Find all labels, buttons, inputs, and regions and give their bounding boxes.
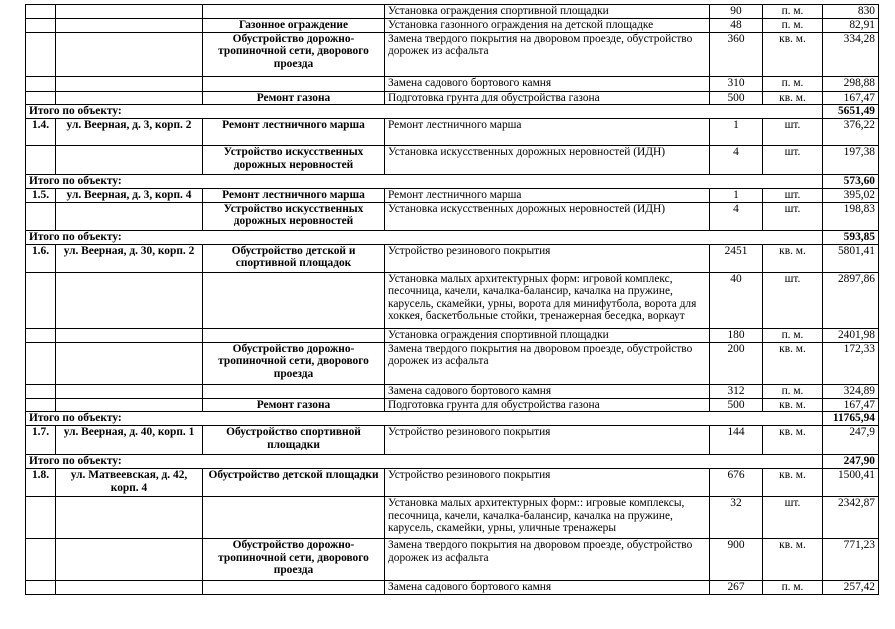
cost-cell: 334,28 (823, 32, 879, 76)
object-total-value: 11765,94 (823, 412, 879, 426)
cost-cell: 395,02 (823, 189, 879, 203)
work-type-cell: Обустройство детской и спортивной площадок (203, 244, 385, 272)
quantity-cell: 310 (710, 76, 763, 91)
unit-cell: п. м. (763, 76, 823, 91)
work-description-cell: Замена твердого покрытия на дворовом проезде, обустройство дорожек из асфальта (385, 32, 710, 76)
table-row (26, 384, 879, 398)
object-total-row (26, 105, 879, 119)
unit-cell: шт. (763, 202, 823, 230)
unit-cell: кв. м. (763, 91, 823, 105)
quantity-cell: 900 (710, 539, 763, 581)
table-row (26, 202, 879, 230)
cost-cell: 5801,41 (823, 244, 879, 272)
table-row (26, 32, 879, 76)
quantity-cell: 144 (710, 426, 763, 455)
unit-cell: п. м. (763, 328, 823, 342)
quantity-cell: 500 (710, 398, 763, 412)
object-total-value: 5651,49 (823, 105, 879, 119)
table-row (26, 497, 879, 539)
object-total-value: 573,60 (823, 175, 879, 189)
row-number-cell: 1.7. (26, 426, 56, 455)
work-type-cell: Устройство искусственных дорожных неровностей (203, 202, 385, 230)
work-description-cell: Устройство резинового покрытия (385, 426, 710, 455)
work-description-cell: Замена твердого покрытия на дворовом проезде, обустройство дорожек из асфальта (385, 539, 710, 581)
quantity-cell: 40 (710, 272, 763, 328)
cost-cell: 2897,86 (823, 272, 879, 328)
address-cell (56, 539, 203, 581)
work-type-cell (203, 76, 385, 91)
cost-cell: 167,47 (823, 91, 879, 105)
address-cell (56, 581, 203, 595)
work-type-cell (203, 328, 385, 342)
row-number-cell (26, 384, 56, 398)
address-cell (56, 384, 203, 398)
work-description-cell: Устройство резинового покрытия (385, 244, 710, 272)
unit-cell: п. м. (763, 18, 823, 32)
unit-cell: шт. (763, 146, 823, 175)
row-number-cell: 1.5. (26, 189, 56, 203)
row-number-cell (26, 328, 56, 342)
row-number-cell (26, 202, 56, 230)
work-type-cell: Обустройство спортивной площадки (203, 426, 385, 455)
address-cell: ул. Веерная, д. 30, корп. 2 (56, 244, 203, 272)
cost-cell: 324,89 (823, 384, 879, 398)
object-total-row (26, 455, 879, 469)
work-description-cell: Установка ограждения спортивной площадки (385, 328, 710, 342)
row-number-cell (26, 272, 56, 328)
work-type-cell: Ремонт газона (203, 398, 385, 412)
table-row (26, 581, 879, 595)
table-row (26, 244, 879, 272)
table-row (26, 119, 879, 146)
unit-cell: кв. м. (763, 469, 823, 497)
unit-cell: кв. м. (763, 32, 823, 76)
quantity-cell: 4 (710, 202, 763, 230)
table-row (26, 328, 879, 342)
table-row (26, 18, 879, 32)
work-description-cell: Замена садового бортового камня (385, 581, 710, 595)
work-description-cell: Замена садового бортового камня (385, 76, 710, 91)
table-row (26, 189, 879, 203)
table-row (26, 91, 879, 105)
quantity-cell: 90 (710, 5, 763, 19)
work-type-cell (203, 497, 385, 539)
address-cell (56, 328, 203, 342)
address-cell (56, 272, 203, 328)
work-description-cell: Установка искусственных дорожных неровностей (ИДН) (385, 146, 710, 175)
work-type-cell (203, 581, 385, 595)
object-total-row (26, 230, 879, 244)
unit-cell: шт. (763, 497, 823, 539)
quantity-cell: 312 (710, 384, 763, 398)
object-total-label: Итого по объекту: (26, 230, 823, 244)
work-description-cell: Установка искусственных дорожных неровностей (ИДН) (385, 202, 710, 230)
object-total-label: Итого по объекту: (26, 455, 823, 469)
table-row (26, 5, 879, 19)
cost-cell: 167,47 (823, 398, 879, 412)
cost-cell: 257,42 (823, 581, 879, 595)
work-type-cell: Ремонт лестничного марша (203, 189, 385, 203)
address-cell (56, 76, 203, 91)
cost-cell: 2401,98 (823, 328, 879, 342)
quantity-cell: 360 (710, 32, 763, 76)
address-cell (56, 342, 203, 384)
unit-cell: шт. (763, 272, 823, 328)
works-table-body (26, 5, 879, 595)
cost-cell: 82,91 (823, 18, 879, 32)
row-number-cell (26, 91, 56, 105)
work-type-cell (203, 272, 385, 328)
object-total-row (26, 175, 879, 189)
unit-cell: кв. м. (763, 342, 823, 384)
work-type-cell (203, 5, 385, 19)
work-type-cell: Обустройство дорожно-тропиночной сети, дворового проезда (203, 539, 385, 581)
row-number-cell (26, 32, 56, 76)
row-number-cell (26, 5, 56, 19)
quantity-cell: 4 (710, 146, 763, 175)
address-cell (56, 146, 203, 175)
row-number-cell (26, 497, 56, 539)
unit-cell: кв. м. (763, 244, 823, 272)
row-number-cell: 1.8. (26, 469, 56, 497)
work-description-cell: Установка малых архитектурных форм:: игровые комплексы, песочница, качели, качалка-балансир, качалка на пружине, карусель, скамейки, урны, уличные тренажеры (385, 497, 710, 539)
row-number-cell (26, 581, 56, 595)
address-cell (56, 91, 203, 105)
unit-cell: кв. м. (763, 539, 823, 581)
work-description-cell: Подготовка грунта для обустройства газона (385, 398, 710, 412)
object-total-row (26, 412, 879, 426)
row-number-cell: 1.6. (26, 244, 56, 272)
work-type-cell: Ремонт газона (203, 91, 385, 105)
table-row (26, 469, 879, 497)
cost-cell: 830 (823, 5, 879, 19)
quantity-cell: 267 (710, 581, 763, 595)
quantity-cell: 2451 (710, 244, 763, 272)
row-number-cell (26, 76, 56, 91)
work-type-cell: Обустройство детской площадки (203, 469, 385, 497)
cost-cell: 376,22 (823, 119, 879, 146)
quantity-cell: 180 (710, 328, 763, 342)
work-type-cell: Обустройство дорожно-тропиночной сети, дворового проезда (203, 32, 385, 76)
work-type-cell (203, 384, 385, 398)
unit-cell: п. м. (763, 384, 823, 398)
row-number-cell: 1.4. (26, 119, 56, 146)
quantity-cell: 32 (710, 497, 763, 539)
object-total-label: Итого по объекту: (26, 412, 823, 426)
cost-cell: 771,23 (823, 539, 879, 581)
document-page (25, 4, 879, 595)
work-type-cell: Газонное ограждение (203, 18, 385, 32)
cost-cell: 198,83 (823, 202, 879, 230)
address-cell (56, 497, 203, 539)
cost-cell: 247,9 (823, 426, 879, 455)
work-type-cell: Ремонт лестничного марша (203, 119, 385, 146)
object-total-value: 593,85 (823, 230, 879, 244)
quantity-cell: 48 (710, 18, 763, 32)
unit-cell: шт. (763, 119, 823, 146)
object-total-label: Итого по объекту: (26, 105, 823, 119)
work-description-cell: Замена твердого покрытия на дворовом проезде, обустройство дорожек из асфальта (385, 342, 710, 384)
table-row (26, 426, 879, 455)
table-row (26, 272, 879, 328)
address-cell (56, 398, 203, 412)
work-description-cell: Замена садового бортового камня (385, 384, 710, 398)
address-cell: ул. Веерная, д. 40, корп. 1 (56, 426, 203, 455)
cost-cell: 172,33 (823, 342, 879, 384)
table-row (26, 76, 879, 91)
quantity-cell: 500 (710, 91, 763, 105)
address-cell (56, 18, 203, 32)
table-row (26, 398, 879, 412)
table-row (26, 146, 879, 175)
table-row (26, 539, 879, 581)
work-description-cell: Устройство резинового покрытия (385, 469, 710, 497)
address-cell: ул. Веерная, д. 3, корп. 4 (56, 189, 203, 203)
unit-cell: шт. (763, 189, 823, 203)
row-number-cell (26, 146, 56, 175)
row-number-cell (26, 539, 56, 581)
cost-cell: 298,88 (823, 76, 879, 91)
cost-cell: 1500,41 (823, 469, 879, 497)
quantity-cell: 676 (710, 469, 763, 497)
address-cell: ул. Веерная, д. 3, корп. 2 (56, 119, 203, 146)
row-number-cell (26, 342, 56, 384)
quantity-cell: 1 (710, 119, 763, 146)
unit-cell: п. м. (763, 5, 823, 19)
work-description-cell: Установка малых архитектурных форм: игровой комплекс, песочница, качели, качалка-балансир, качалка на пружине, карусель, скамейки, урны, ворота для минифутбола, ворота для хоккея, баскетбольные стойки, тренажерная беседка, воркаут (385, 272, 710, 328)
work-type-cell: Устройство искусственных дорожных неровностей (203, 146, 385, 175)
address-cell (56, 32, 203, 76)
quantity-cell: 200 (710, 342, 763, 384)
row-number-cell (26, 398, 56, 412)
work-description-cell: Установка газонного ограждения на детской площадке (385, 18, 710, 32)
works-table (25, 4, 879, 595)
row-number-cell (26, 18, 56, 32)
quantity-cell: 1 (710, 189, 763, 203)
object-total-label: Итого по объекту: (26, 175, 823, 189)
object-total-value: 247,90 (823, 455, 879, 469)
work-type-cell: Обустройство дорожно-тропиночной сети, дворового проезда (203, 342, 385, 384)
table-row (26, 342, 879, 384)
unit-cell: кв. м. (763, 398, 823, 412)
unit-cell: п. м. (763, 581, 823, 595)
work-description-cell: Подготовка грунта для обустройства газона (385, 91, 710, 105)
work-description-cell: Ремонт лестничного марша (385, 189, 710, 203)
unit-cell: кв. м. (763, 426, 823, 455)
address-cell (56, 202, 203, 230)
work-description-cell: Установка ограждения спортивной площадки (385, 5, 710, 19)
address-cell (56, 5, 203, 19)
cost-cell: 197,38 (823, 146, 879, 175)
work-description-cell: Ремонт лестничного марша (385, 119, 710, 146)
cost-cell: 2342,87 (823, 497, 879, 539)
address-cell: ул. Матвеевская, д. 42, корп. 4 (56, 469, 203, 497)
